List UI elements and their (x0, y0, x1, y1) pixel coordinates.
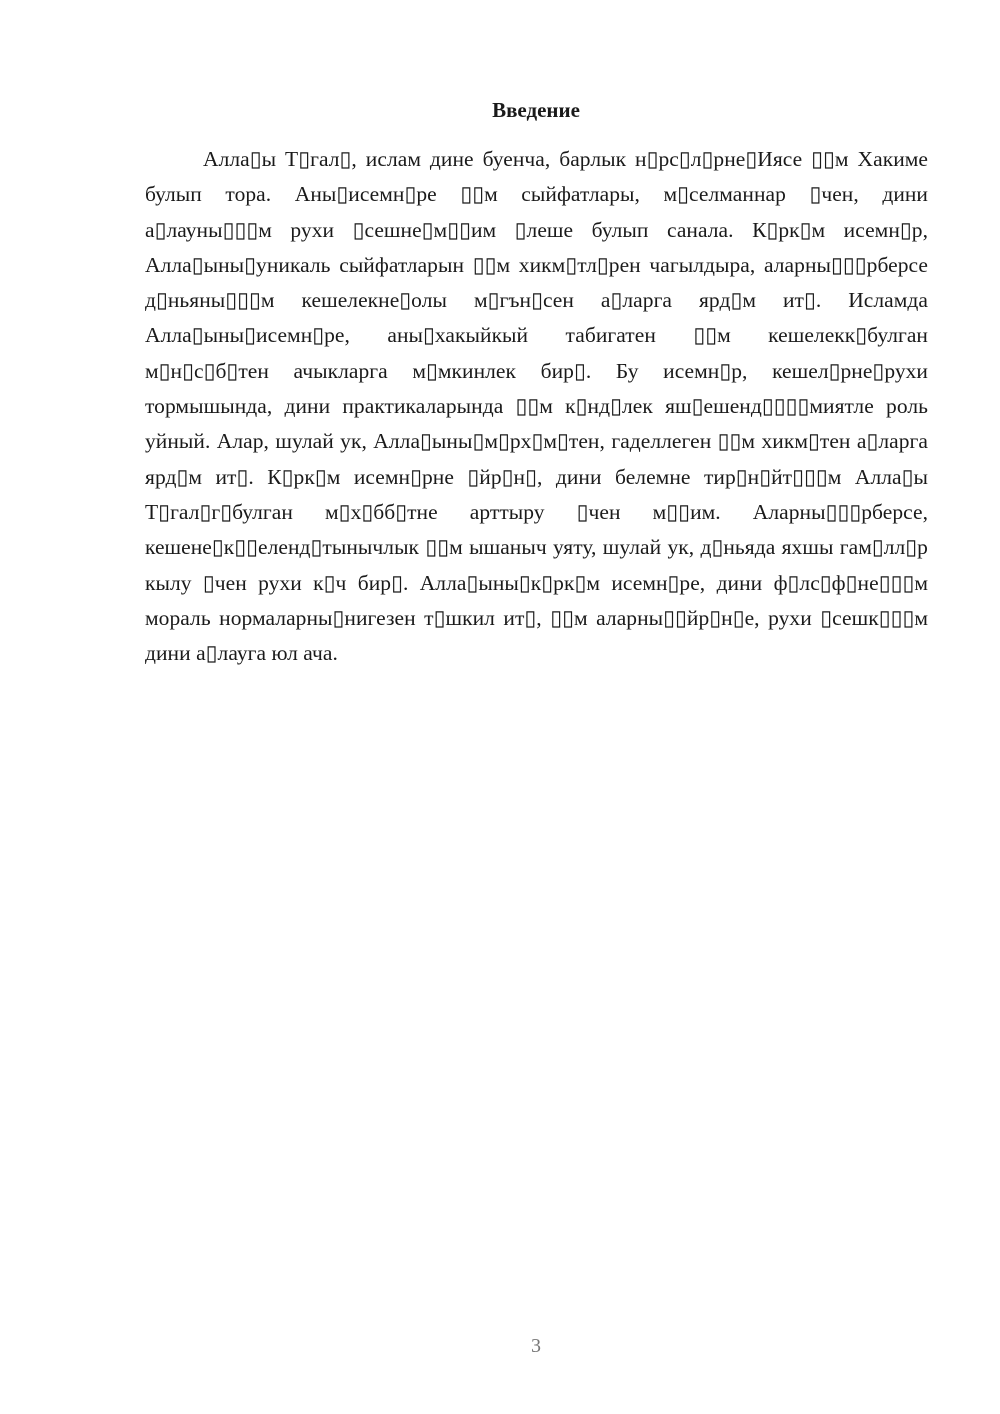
section-heading: Введение (492, 98, 580, 122)
page-number: 3 (531, 1335, 541, 1357)
body-paragraph: Алла▯ы Т▯гал▯, ислам дине буенча, барлык н▯рс▯л▯рне▯Иясе ▯▯м Хакиме булып тора. Аны▯исемн▯ре ▯▯м сыйфатлары, м▯селманнар ▯чен, дини а▯лауны▯▯▯м рухи ▯сешне▯м▯▯им ▯леше булып санала. К▯рк▯м исемн▯р, Алла▯ыны▯уникаль сыйфатларын ▯▯м хикм▯тл▯рен чагылдыра, аларны▯▯▯рберсе д▯ньяны▯▯▯м кешелекне▯олы м▯гън▯сен а▯ларга ярд▯м ит▯. Исламда Алла▯ыны▯исемн▯ре, аны▯хакыйкый табигатен ▯▯м кешелекк▯булган м▯н▯с▯б▯тен ачыкларга м▯мкинлек бир▯. Бу исемн▯р, кешел▯рне▯рухи тормышында, дини практикаларында ▯▯м к▯нд▯лек яш▯ешенд▯▯▯▯миятле роль уйный. Алар, шулай ук, Алла▯ыны▯м▯рх▯м▯тен, гаделлеген ▯▯м хикм▯тен а▯ларга ярд▯м ит▯. К▯рк▯м исемн▯рне ▯йр▯н▯, дини белемне тир▯н▯йт▯▯▯м Алла▯ы Т▯гал▯г▯булган м▯х▯бб▯тне арттыру ▯чен м▯▯им. Аларны▯▯▯рберсе, кешене▯к▯▯еленд▯тынычлык ▯▯м ышаныч уяту, шулай ук, д▯ньяда яхшы гам▯лл▯р кылу ▯чен рухи к▯ч бир▯. Алла▯ыны▯к▯рк▯м исемн▯ре, дини ф▯лс▯ф▯не▯▯▯м мораль нормаларны▯нигезен т▯шкил ит▯, ▯▯м аларны▯▯йр▯н▯е, рухи ▯сешк▯▯▯м дини а▯лауга юл ача. (145, 147, 928, 666)
